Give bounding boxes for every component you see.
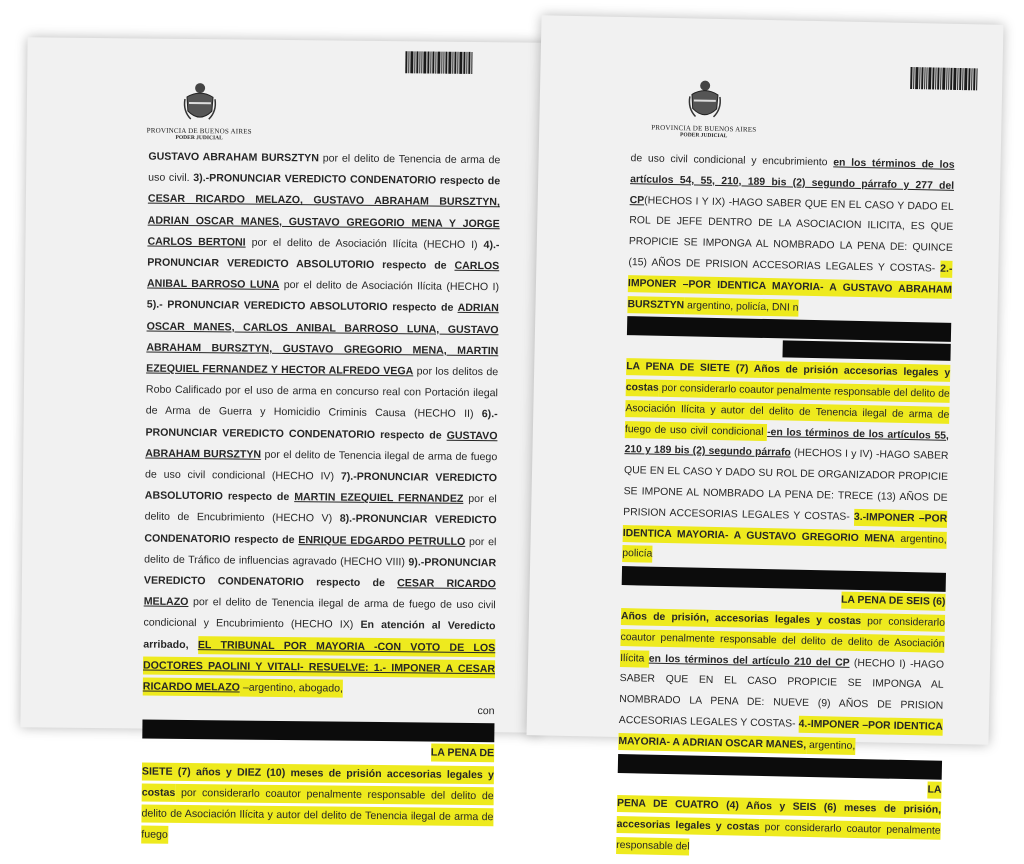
highlighted-text: SIETE (7) años y DIEZ (10) meses de prisión accesorias legales y costas [142, 762, 494, 802]
org-name: PROVINCIA DE BUENOS AIRES [146, 126, 252, 136]
text-segment: CARLOS ANIBAL BARROSO LUNA [146, 259, 500, 292]
text-segment: por los delitos de Robo Calificado por el uso de arma en concurso real con Portación ilegal de Arma de Guerra y Homicidio Criminis Causa (HECHO II) [145, 365, 499, 421]
highlighted-text: LA [927, 781, 941, 798]
document-body-left [141, 147, 500, 850]
text-segment: ADRIAN OSCAR MANES, CARLOS ANIBAL BARROSO LUNA, GUSTAVO ABRAHAM BURSZTYN, GUSTAVO GREGORIO MENA, MARTIN EZEQUIEL FERNANDEZ Y HECTOR ALFREDO VEGA [146, 302, 499, 378]
highlighted-text: 3.-IMPONER –POR IDENTICA MAYORIA- A GUSTAVO GREGORIO MENA [623, 509, 948, 548]
redaction-bar [782, 340, 951, 361]
text-segment: por el delito de Tráfico de influencias agravado (HECHO VIII) [144, 535, 497, 569]
text-segment: 9).-PRONUNCIAR VEREDICTO CONDENATORIO respecto de [143, 556, 497, 590]
highlighted-text: 4.-IMPONER –POR IDENTICA MAYORIA- A ADRIAN OSCAR MANES, [618, 716, 943, 754]
text-segment: de uso civil condicional y encubrimiento [630, 153, 834, 169]
coat-of-arms-seal [147, 81, 253, 142]
document-body-right [616, 149, 955, 863]
org-subname: PODER JUDICIAL [175, 134, 223, 142]
org-subname: PODER JUDICIAL [680, 132, 728, 140]
text-segment: por el delito de Tenencia ilegal de arma de fuego de uso civil condicional y Encubrimiento (HECHO IX) [143, 596, 496, 632]
text-segment: ENRIQUE EDGARDO PETRULLO [298, 533, 466, 548]
highlighted-text: argentino, policía, DNI n [684, 297, 799, 316]
highlighted-text: LA PENA DE SIETE (7) Años de prisión accesorias legales y costas [626, 358, 951, 396]
text-segment: por el delito de Asociación Ilícita (HECHO I) [245, 236, 484, 251]
highlighted-text: 2.-IMPONER –POR IDENTICA MAYORIA- A GUSTAVO ABRAHAM BURSZTYN [627, 261, 952, 314]
highlighted-text: EL TRIBUNAL POR MAYORIA -CON VOTO DE LOS DOCTORES PAOLINI Y VITALI- RESUELVE: 1.- IMPONER A CESAR RICARDO MELAZO [143, 636, 496, 697]
document-page-left [20, 37, 547, 842]
highlighted-text: –argentino, abogado, [240, 679, 343, 698]
text-segment: GUSTAVO ABRAHAM BURSZTYN [148, 150, 319, 165]
text-segment: por el delito de Encubrimiento (HECHO V) [144, 493, 497, 526]
highlighted-text: Años de prisión, accesorias legales y costas [621, 608, 861, 630]
text-segment: 8).-PRONUNCIAR VEREDICTO CONDENATORIO respecto de [144, 513, 497, 546]
text-segment: CESAR RICARDO MELAZO [143, 577, 496, 609]
highlighted-text: argentino, policía [622, 530, 947, 563]
coat-of-arms-seal [651, 78, 757, 140]
text-segment: En atención al Veredicto arribado, [143, 619, 496, 651]
text-segment: 7).-PRONUNCIAR VEREDICTO ABSOLUTORIO respecto de [144, 470, 498, 504]
coat-of-arms-icon [182, 81, 216, 125]
redaction-bar [142, 720, 494, 743]
text-segment: CESAR RICARDO MELAZO, GUSTAVO ABRAHAM BURSZTYN, ADRIAN OSCAR MANES, GUSTAVO GREGORIO MENA Y JORGE CARLOS BERTONI [147, 192, 500, 249]
text-segment: 3).-PRONUNCIAR VEREDICTO CONDENATORIO respecto de [193, 172, 501, 188]
barcode [910, 67, 990, 91]
text-segment: 6).-PRONUNCIAR VEREDICTO CONDENATORIO respecto de [145, 408, 498, 442]
text-line [142, 740, 494, 765]
text-segment: en los términos del artículo 210 del CP [648, 653, 850, 669]
text-segment: 4).- PRONUNCIAR VEREDICTO ABSOLUTORIO respecto de [147, 238, 500, 272]
highlighted-text: argentino, [806, 737, 855, 755]
text-segment: 5).- PRONUNCIAR VEREDICTO ABSOLUTORIO respecto de [146, 298, 458, 315]
highlighted-text: LA PENA DE SEIS (6) [841, 592, 946, 611]
text-segment: en los términos de los artículos 54, 55, 210, 189 bis (2) segundo párrafo y 277 del CP [629, 157, 955, 207]
highlighted-text: por considerarlo coautor penalmente responsable del [616, 819, 941, 855]
highlighted-text: por considerarlo coautor penalmente responsable del delito de delito de Asociación Ilícita [620, 613, 945, 667]
document-page-right [527, 15, 1004, 853]
text-segment: con [477, 705, 495, 718]
text-segment: (HECHOS I y IV) -HAGO SABER QUE EN EL CASO Y DADO SU ROL DE ORGANIZADOR PROPICIE SE IMPONE AL NOMBRADO LA PENA DE: TRECE (13) AÑOS DE PRISION ACCESORIAS LEGALES Y COSTAS- [623, 447, 949, 523]
text-segment: (HECHO I) -HAGO SABER QUE EN EL CASO PROPICIE SE IMPONGA AL NOMBRADO LA PENA DE: NUEVE (9) AÑOS DE PRISION ACCESORIAS LEGALES Y COSTAS- [618, 657, 945, 730]
text-segment: (HECHOS I Y IX) -HAGO SABER QUE EN EL CASO Y DADO EL ROL DE JEFE DENTRO DE LA ASOCIACION ILICITA, ES QUE PROPICIE SE IMPONGA AL NOMBRADO LA PENA DE: QUINCE (15) AÑOS DE PRISION ACCESORIAS LEGALES Y COSTAS- [628, 195, 954, 275]
highlighted-text: por considerarlo coautor penalmente responsable del delito de delito de Asociación Ilícita y autor del delito de Tenencia ilegal de arma de fuego [141, 784, 494, 844]
org-name: PROVINCIA DE BUENOS AIRES [651, 123, 757, 134]
text-segment: por el delito de Asociación Ilícita (HECHO I) [279, 279, 500, 294]
highlighted-text: por considerarlo coautor penalmente responsable del delito de Asociación Ilícita y autor del delito de Tenencia ilegal de arma de fuego de uso civil condicional [625, 380, 950, 441]
text-segment: MARTIN EZEQUIEL FERNANDEZ [294, 491, 464, 506]
highlighted-text: LA PENA DE [431, 744, 495, 763]
barcode [405, 51, 485, 74]
text-segment: GUSTAVO ABRAHAM BURSZTYN [145, 429, 498, 461]
text-segment: por el delito de Tenencia de arma de uso civil. [148, 152, 501, 185]
text-segment: por el delito de Tenencia ilegal de arma de fuego de uso civil condicional (HECHO IV) [144, 448, 498, 483]
text-segment: -en los términos de los artículos 55, 210 y 189 bis (2) segundo párrafo [624, 426, 949, 459]
highlighted-text: PENA DE CUATRO (4) Años y SEIS (6) meses de prisión, accesorias legales y costas [616, 795, 941, 836]
coat-of-arms-icon [687, 78, 722, 123]
text-line [142, 698, 494, 723]
